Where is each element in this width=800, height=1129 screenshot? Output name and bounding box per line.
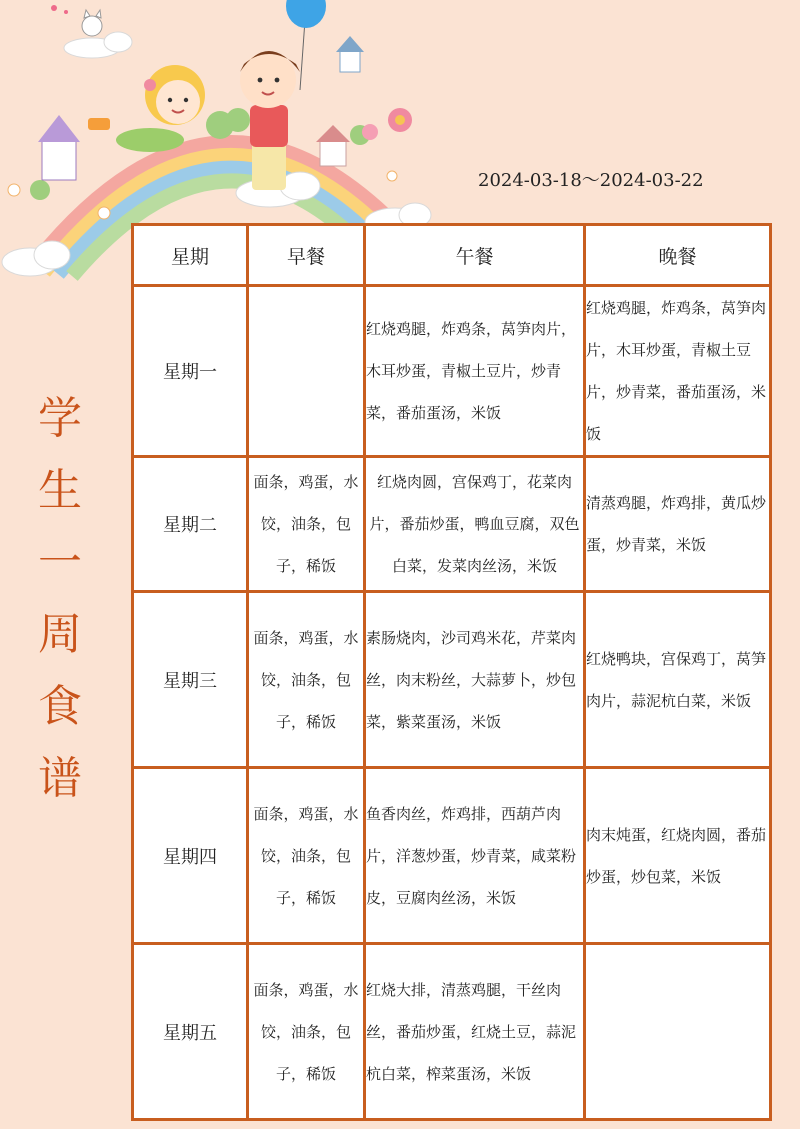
header-breakfast: 早餐: [248, 225, 365, 286]
weekday-cell: 星期四: [133, 768, 248, 944]
table-row: [133, 457, 771, 592]
lunch-cell: 鱼香肉丝，炸鸡排，西葫芦肉片，洋葱炒蛋，炒青菜，咸菜粉皮，豆腐肉丝汤，米饭: [365, 768, 585, 944]
header-weekday: 星期: [133, 225, 248, 286]
title-char: 谱: [38, 753, 82, 804]
title-char: 周: [38, 609, 82, 660]
breakfast-cell: 面条，鸡蛋，水饺，油条，包子，稀饭: [248, 768, 365, 944]
header-dinner: 晚餐: [585, 225, 771, 286]
table-row: [133, 286, 771, 457]
title-char: 食: [38, 681, 82, 732]
weekday-cell: 星期五: [133, 944, 248, 1120]
table-row: [133, 592, 771, 768]
lunch-cell: 红烧鸡腿，炸鸡条，莴笋肉片，木耳炒蛋，青椒土豆片，炒青菜，番茄蛋汤，米饭: [365, 286, 585, 457]
weekday-cell: 星期三: [133, 592, 248, 768]
title-char: 生: [38, 465, 82, 516]
title-char: 一: [38, 537, 82, 588]
title-char: 学: [38, 393, 82, 444]
lunch-cell: 红烧肉圆，宫保鸡丁，花菜肉片，番茄炒蛋，鸭血豆腐，双色白菜，发菜肉丝汤，米饭: [365, 457, 585, 592]
breakfast-cell: 面条，鸡蛋，水饺，油条，包子，稀饭: [248, 457, 365, 592]
lunch-cell: 红烧大排，清蒸鸡腿，干丝肉丝，番茄炒蛋，红烧土豆，蒜泥杭白菜，榨菜蛋汤，米饭: [365, 944, 585, 1120]
dinner-cell: 肉末炖蛋，红烧肉圆，番茄炒蛋，炒包菜，米饭: [585, 768, 771, 944]
dinner-cell: 红烧鸡腿，炸鸡条，莴笋肉片，木耳炒蛋，青椒土豆片，炒青菜，番茄蛋汤，米饭: [585, 286, 771, 457]
breakfast-cell: [248, 286, 365, 457]
page-title: [30, 383, 90, 815]
table-header-row: [133, 225, 771, 286]
table-row: [133, 944, 771, 1120]
dinner-cell: 清蒸鸡腿，炸鸡排，黄瓜炒蛋，炒青菜，米饭: [585, 457, 771, 592]
dinner-cell: [585, 944, 771, 1120]
menu-table: [131, 223, 772, 1121]
date-range: 2024-03-18～2024-03-22: [478, 170, 704, 191]
table-row: [133, 768, 771, 944]
breakfast-cell: 面条，鸡蛋，水饺，油条，包子，稀饭: [248, 944, 365, 1120]
breakfast-cell: 面条，鸡蛋，水饺，油条，包子，稀饭: [248, 592, 365, 768]
weekday-cell: 星期一: [133, 286, 248, 457]
weekday-cell: 星期二: [133, 457, 248, 592]
header-lunch: 午餐: [365, 225, 585, 286]
dinner-cell: 红烧鸭块，宫保鸡丁，莴笋肉片，蒜泥杭白菜，米饭: [585, 592, 771, 768]
lunch-cell: 素肠烧肉，沙司鸡米花，芹菜肉丝，肉末粉丝，大蒜萝卜，炒包菜，紫菜蛋汤，米饭: [365, 592, 585, 768]
